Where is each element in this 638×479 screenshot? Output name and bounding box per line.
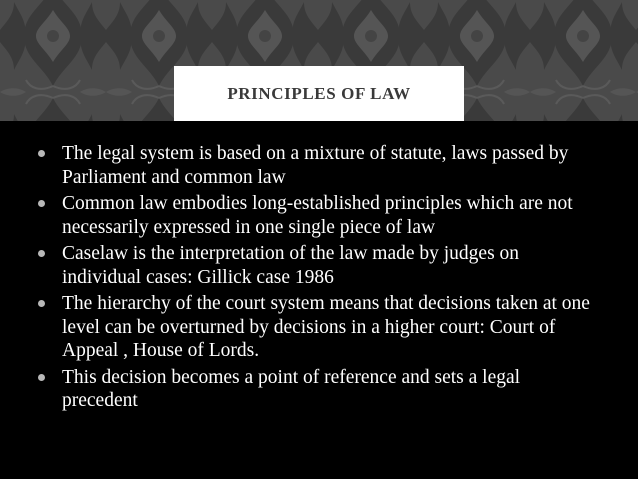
bullet-list	[0, 142, 638, 416]
bullet-dot-icon	[38, 200, 45, 207]
title-box	[174, 66, 464, 121]
bullet-dot-icon	[38, 250, 45, 257]
bullet-text: The legal system is based on a mixture of statute, laws passed by Parliament and common law	[62, 143, 569, 188]
slide-title: PRINCIPLES OF LAW	[227, 83, 411, 103]
bullet-item	[0, 242, 638, 289]
bullet-text: This decision becomes a point of reference and sets a legal precedent	[62, 366, 521, 411]
bullet-item	[0, 292, 638, 363]
bullet-item	[0, 142, 638, 189]
bullet-item	[0, 366, 638, 413]
bullet-text: Caselaw is the interpretation of the law made by judges on individual cases: Gillick case 1986	[62, 243, 520, 288]
bullet-dot-icon	[38, 150, 45, 157]
bullet-dot-icon	[38, 374, 45, 381]
bullet-item	[0, 192, 638, 239]
bullet-dot-icon	[38, 300, 45, 307]
bullet-text: Common law embodies long-established principles which are not necessarily expressed in one single piece of law	[62, 193, 573, 238]
bullet-text: The hierarchy of the court system means that decisions taken at one level can be overturned by decisions in a higher court: Court of Appeal , House of Lords.	[62, 293, 590, 361]
